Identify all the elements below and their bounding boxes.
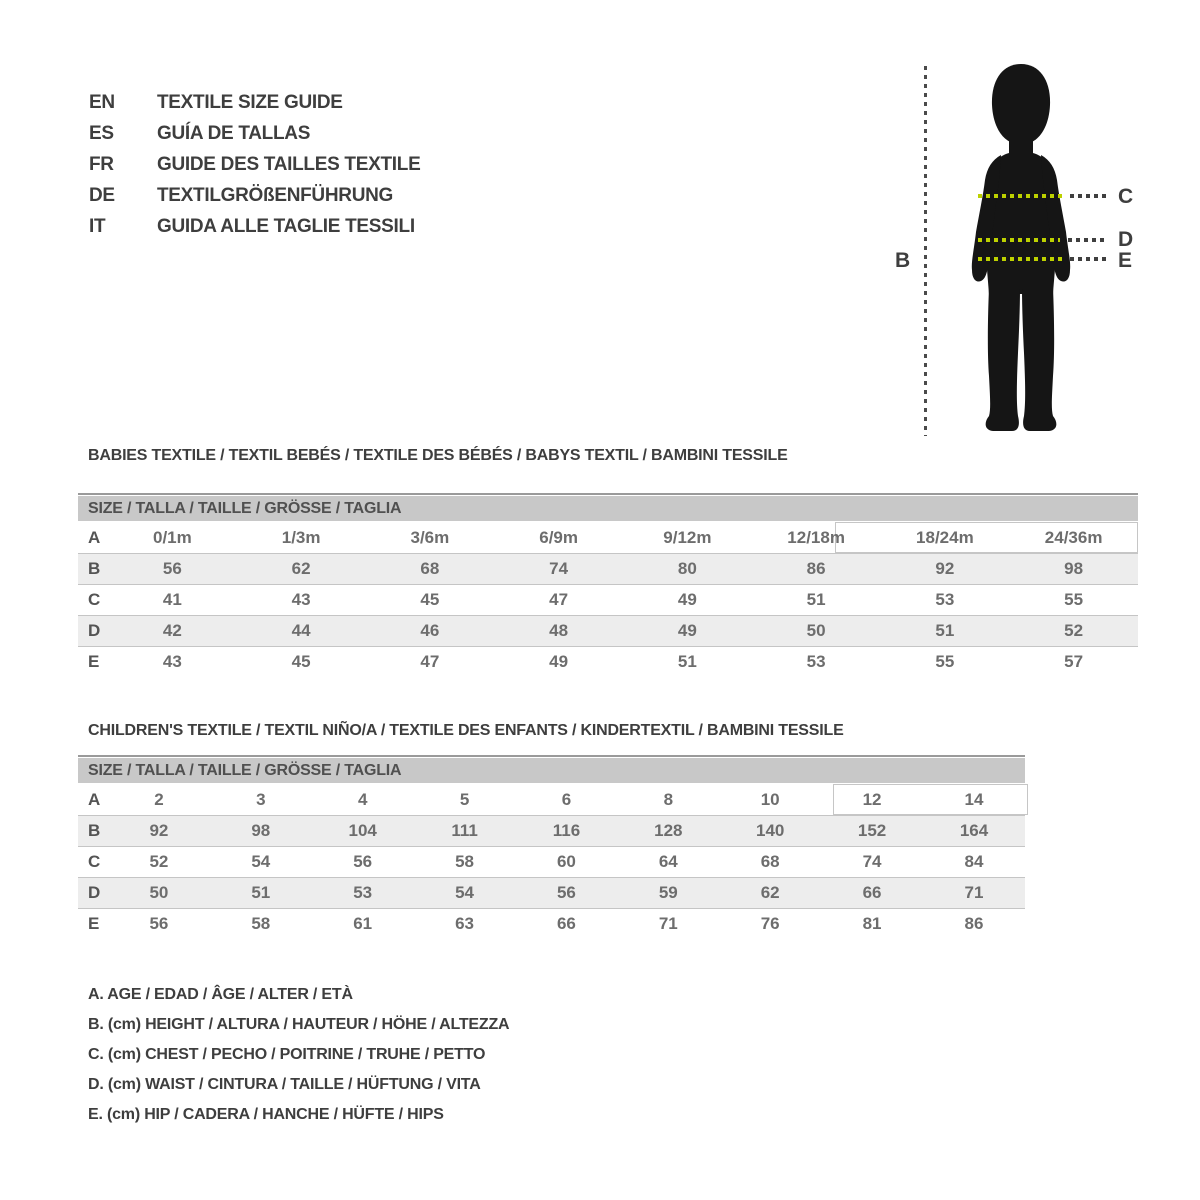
size-cell: 71	[617, 908, 719, 939]
size-cell: 64	[617, 846, 719, 877]
size-cell: 47	[494, 584, 623, 615]
size-cell: 92	[108, 815, 210, 846]
table-row	[78, 815, 1025, 846]
size-cell: 49	[623, 584, 752, 615]
measure-legend	[88, 980, 509, 1130]
size-cell: 53	[312, 877, 414, 908]
height-measure-line	[924, 66, 927, 436]
row-label: A	[88, 789, 101, 809]
size-cell: 54	[210, 846, 312, 877]
silhouette-head	[992, 64, 1050, 145]
size-cell: 0/1m	[153, 527, 192, 547]
size-cell: 18/24m	[916, 527, 974, 547]
legend-item: E. (cm) HIP / CADERA / HANCHE / HÜFTE / HIPS	[88, 1106, 444, 1123]
size-cell: 76	[719, 908, 821, 939]
size-cell: 84	[923, 846, 1025, 877]
language-row	[89, 87, 420, 118]
babies-size-table	[78, 493, 1138, 677]
size-cell: 48	[494, 615, 623, 646]
row-label: A	[88, 527, 101, 547]
size-cell: 42	[108, 615, 237, 646]
language-row	[89, 180, 420, 211]
table-row	[78, 646, 1138, 677]
language-title: TEXTILE SIZE GUIDE	[157, 91, 343, 113]
language-title: GUÍA DE TALLAS	[157, 122, 311, 144]
size-cell: 59	[617, 877, 719, 908]
size-cell: 44	[237, 615, 366, 646]
size-cell: 62	[237, 553, 366, 584]
language-code: FR	[89, 153, 114, 175]
waist-line-green	[978, 238, 1060, 242]
size-cell: 56	[516, 877, 618, 908]
size-cell: 52	[108, 846, 210, 877]
table-row	[78, 522, 1138, 553]
size-cell: 56	[108, 553, 237, 584]
language-title: GUIDE DES TAILLES TEXTILE	[157, 153, 421, 175]
size-cell: 12	[862, 789, 882, 809]
size-cell: 10	[760, 789, 780, 809]
size-cell: 43	[108, 646, 237, 677]
size-cell: 41	[108, 584, 237, 615]
table-row	[78, 908, 1025, 939]
size-cell: 12/18m	[787, 527, 845, 547]
size-cell: 68	[719, 846, 821, 877]
language-code: IT	[89, 215, 106, 237]
size-cell: 49	[494, 646, 623, 677]
table-body-wrap	[78, 522, 1138, 677]
size-cell: 55	[1009, 584, 1138, 615]
size-cell: 66	[516, 908, 618, 939]
size-cell: 45	[366, 584, 495, 615]
waist-line-dark	[1068, 238, 1108, 242]
size-cell: 86	[923, 908, 1025, 939]
size-cell: 98	[210, 815, 312, 846]
language-code: DE	[89, 184, 115, 206]
size-cell: 46	[366, 615, 495, 646]
size-cell: 66	[821, 877, 923, 908]
hip-line-dark	[1070, 257, 1108, 261]
table-body-wrap	[78, 784, 1025, 939]
size-cell: 74	[494, 553, 623, 584]
row-label: D	[78, 877, 108, 908]
height-label: B	[895, 249, 911, 272]
size-cell: 164	[923, 815, 1025, 846]
table-top-rule	[78, 755, 1025, 757]
language-code: ES	[89, 122, 114, 144]
size-cell: 128	[617, 815, 719, 846]
language-code: EN	[89, 91, 115, 113]
size-cell: 80	[623, 553, 752, 584]
table-row	[78, 877, 1025, 908]
table-row	[78, 615, 1138, 646]
babies-caption: BABIES TEXTILE / TEXTIL BEBÉS / TEXTILE DES BÉBÉS / BABYS TEXTIL / BAMBINI TESSILE	[88, 447, 788, 464]
size-cell: 3/6m	[410, 527, 450, 547]
row-label: D	[78, 615, 108, 646]
silhouette-torso	[984, 134, 1059, 294]
size-cell: 50	[752, 615, 881, 646]
chest-line-green	[978, 194, 1062, 198]
size-cell: 1/3m	[281, 527, 321, 547]
size-cell: 14	[964, 789, 984, 809]
table-row	[78, 784, 1025, 815]
size-cell: 50	[108, 877, 210, 908]
size-cell: 2	[154, 789, 164, 809]
legend-item: B. (cm) HEIGHT / ALTURA / HAUTEUR / HÖHE / ALTEZZA	[88, 1016, 510, 1033]
legend-item: C. (cm) CHEST / PECHO / POITRINE / TRUHE / PETTO	[88, 1046, 486, 1063]
size-cell: 24/36m	[1044, 527, 1103, 547]
size-cell: 152	[821, 815, 923, 846]
size-cell: 62	[719, 877, 821, 908]
table-row	[78, 584, 1138, 615]
language-row	[89, 211, 420, 242]
row-label: B	[78, 815, 108, 846]
size-cell: 74	[821, 846, 923, 877]
size-cell: 92	[881, 553, 1010, 584]
size-cell: 111	[414, 815, 516, 846]
size-header-bar: SIZE / TALLA / TAILLE / GRÖSSE / TAGLIA	[78, 758, 1025, 783]
chest-line-dark	[1070, 194, 1108, 198]
size-cell: 51	[752, 584, 881, 615]
children-table	[78, 784, 1025, 939]
chest-label: C	[1118, 185, 1134, 208]
size-cell: 51	[623, 646, 752, 677]
language-row	[89, 118, 420, 149]
children-size-table	[78, 755, 1025, 939]
size-cell: 53	[752, 646, 881, 677]
size-cell: 6	[561, 789, 572, 809]
size-cell: 45	[237, 646, 366, 677]
size-cell: 57	[1009, 646, 1138, 677]
legend-item: A. AGE / EDAD / ÂGE / ALTER / ETÀ	[88, 986, 353, 1003]
size-cell: 58	[414, 846, 516, 877]
size-cell: 56	[108, 908, 210, 939]
size-cell: 49	[623, 615, 752, 646]
row-label: B	[78, 553, 108, 584]
silhouette-right-leg	[1022, 288, 1056, 431]
table-top-rule	[78, 493, 1138, 495]
size-cell: 71	[923, 877, 1025, 908]
size-cell: 98	[1009, 553, 1138, 584]
language-list	[89, 87, 420, 242]
row-label: C	[78, 584, 108, 615]
size-cell: 58	[210, 908, 312, 939]
legend-item: D. (cm) WAIST / CINTURA / TAILLE / HÜFTUNG / VITA	[88, 1076, 481, 1093]
size-cell: 8	[663, 789, 674, 809]
size-cell: 60	[516, 846, 618, 877]
size-cell: 51	[210, 877, 312, 908]
silhouette-left-leg	[986, 288, 1020, 431]
size-cell: 54	[414, 877, 516, 908]
table-row	[78, 846, 1025, 877]
size-cell: 61	[312, 908, 414, 939]
size-cell: 116	[516, 815, 618, 846]
size-cell: 52	[1009, 615, 1138, 646]
hip-line-green	[978, 257, 1062, 261]
hip-label: E	[1118, 249, 1133, 272]
language-title: GUIDA ALLE TAGLIE TESSILI	[157, 215, 415, 237]
table-row	[78, 553, 1138, 584]
size-cell: 55	[881, 646, 1010, 677]
size-cell: 6/9m	[539, 527, 578, 547]
language-row	[89, 149, 420, 180]
child-silhouette	[956, 60, 1086, 438]
babies-table	[78, 522, 1138, 677]
size-cell: 140	[719, 815, 821, 846]
size-cell: 53	[881, 584, 1010, 615]
size-cell: 43	[237, 584, 366, 615]
size-cell: 86	[752, 553, 881, 584]
size-cell: 9/12m	[663, 527, 712, 547]
size-cell: 51	[881, 615, 1010, 646]
row-label: C	[78, 846, 108, 877]
waist-label: D	[1118, 228, 1134, 251]
size-cell: 63	[414, 908, 516, 939]
size-cell: 47	[366, 646, 495, 677]
children-caption: CHILDREN'S TEXTILE / TEXTIL NIÑO/A / TEXTILE DES ENFANTS / KINDERTEXTIL / BAMBINI TESSILE	[88, 722, 844, 739]
size-cell: 4	[357, 789, 368, 809]
size-cell: 3	[256, 789, 266, 809]
size-cell: 56	[312, 846, 414, 877]
row-label: E	[78, 646, 108, 677]
size-cell: 104	[312, 815, 414, 846]
size-cell: 81	[821, 908, 923, 939]
language-title: TEXTILGRÖßENFÜHRUNG	[157, 184, 394, 206]
row-label: E	[78, 908, 108, 939]
size-cell: 5	[459, 789, 470, 809]
size-cell: 68	[366, 553, 495, 584]
size-header-bar: SIZE / TALLA / TAILLE / GRÖSSE / TAGLIA	[78, 496, 1138, 521]
